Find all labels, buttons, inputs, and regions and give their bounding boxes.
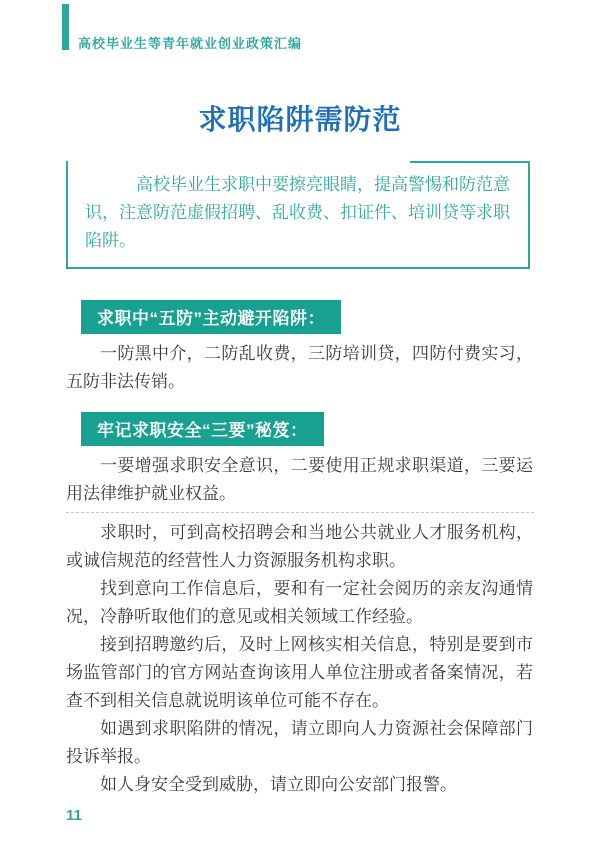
paragraph-call-police: 如人身安全受到威胁，请立即向公安部门报警。 xyxy=(100,774,457,794)
paragraph-where-to-apply: 求职时，可到高校招聘会和当地公共就业人才服务机构，或诚信规范的经营性人力资源服务机构求职。 xyxy=(66,522,533,570)
paragraph-consult-friends: 找到意向工作信息后，要和有一定社会阅历的亲友沟通情况，冷静听取他们的意见或相关领域工作经验。 xyxy=(66,578,533,626)
dashed-divider xyxy=(66,512,534,513)
callout-box xyxy=(66,161,530,269)
header-accent-bar xyxy=(62,4,69,50)
callout-text: 高校毕业生求职中要擦亮眼睛，提高警惕和防范意识，注意防范虚假招聘、乱收费、扣证件、培训贷等求职陷阱。 xyxy=(85,174,510,250)
section-body-three-musts: 一要增强求职安全意识，二要使用正规求职渠道，三要运用法律维护就业权益。 xyxy=(66,455,533,503)
paragraph-verify-employer: 接到招聘邀约后，及时上网核实相关信息，特别是要到市场监管部门的官方网站查询该用人单位注册或者备案情况，若查不到相关信息就说明该单位可能不存在。 xyxy=(66,634,533,710)
section-heading-three-musts: 牢记求职安全“三要”秘笈： xyxy=(81,412,324,446)
callout-top-border xyxy=(410,161,528,163)
section-body-five-preventions: 一防黑中介，二防乱收费，三防培训贷，四防付费实习，五防非法传销。 xyxy=(66,343,533,391)
document-series-title: 高校毕业生等青年就业创业政策汇编 xyxy=(78,36,303,51)
page-title: 求职陷阱需防范 xyxy=(198,104,402,135)
paragraph-report-traps: 如遇到求职陷阱的情况，请立即向人力资源社会保障部门投诉举报。 xyxy=(66,718,533,766)
section-heading-five-preventions: 求职中“五防”主动避开陷阱： xyxy=(81,300,341,334)
page-number: 11 xyxy=(66,806,82,824)
